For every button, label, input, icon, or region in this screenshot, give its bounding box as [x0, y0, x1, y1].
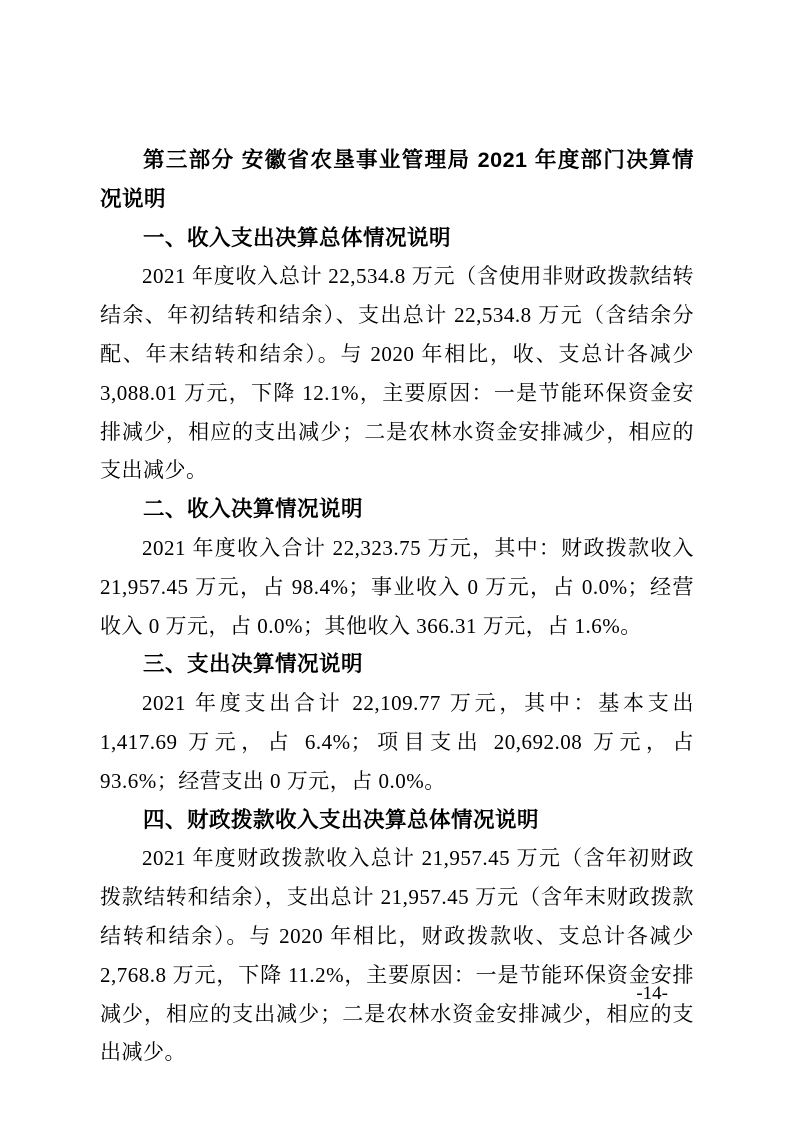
- section-2-heading: 二、收入决算情况说明: [143, 497, 364, 522]
- section-1-heading: 一、收入支出决算总体情况说明: [143, 225, 452, 250]
- section-3-paragraph: 2021 年度支出合计 22,109.77 万元，其中：基本支出 1,417.69 万元，占 6.4%；项目支出 20,692.08 万元，占 93.6%；经营支出 0 万元，占 0.0%。: [100, 691, 694, 793]
- page-number: -14-: [636, 983, 668, 1004]
- document-title: 第三部分 安徽省农垦事业管理局 2021 年度部门决算情况说明: [100, 148, 694, 211]
- section-1-paragraph: 2021 年度收入总计 22,534.8 万元（含使用非财政拨款结转结余、年初结转和结余）、支出总计 22,534.8 万元（含结余分配、年末结转和结余）。与 2020 年相比，收、支总计各减少 3,088.01 万元，下降 12.1%，主要原因：一是节能环保资金安排减少，相应的支出减少；二是农林水资金安排减少，相应的支出减少。: [100, 264, 694, 483]
- document-body: [100, 141, 694, 1072]
- section-3-heading: 三、支出决算情况说明: [143, 652, 364, 677]
- section-2-paragraph: 2021 年度收入合计 22,323.75 万元，其中：财政拨款收入 21,957.45 万元，占 98.4%；事业收入 0 万元，占 0.0%；经营收入 0 万元，占 0.0%；其他收入 366.31 万元，占 1.6%。: [100, 535, 694, 638]
- section-4-heading: 四、财政拨款收入支出决算总体情况说明: [143, 807, 540, 832]
- section-4-paragraph: 2021 年度财政拨款收入总计 21,957.45 万元（含年初财政拨款结转和结余），支出总计 21,957.45 万元（含年末财政拨款结转和结余）。与 2020 年相比，财政拨款收、支总计各减少 2,768.8 万元，下降 11.2%，主要原因：一是节能环保资金安排减少，相应的支出减少；二是农林水资金安排减少，相应的支出减少。: [100, 846, 694, 1065]
